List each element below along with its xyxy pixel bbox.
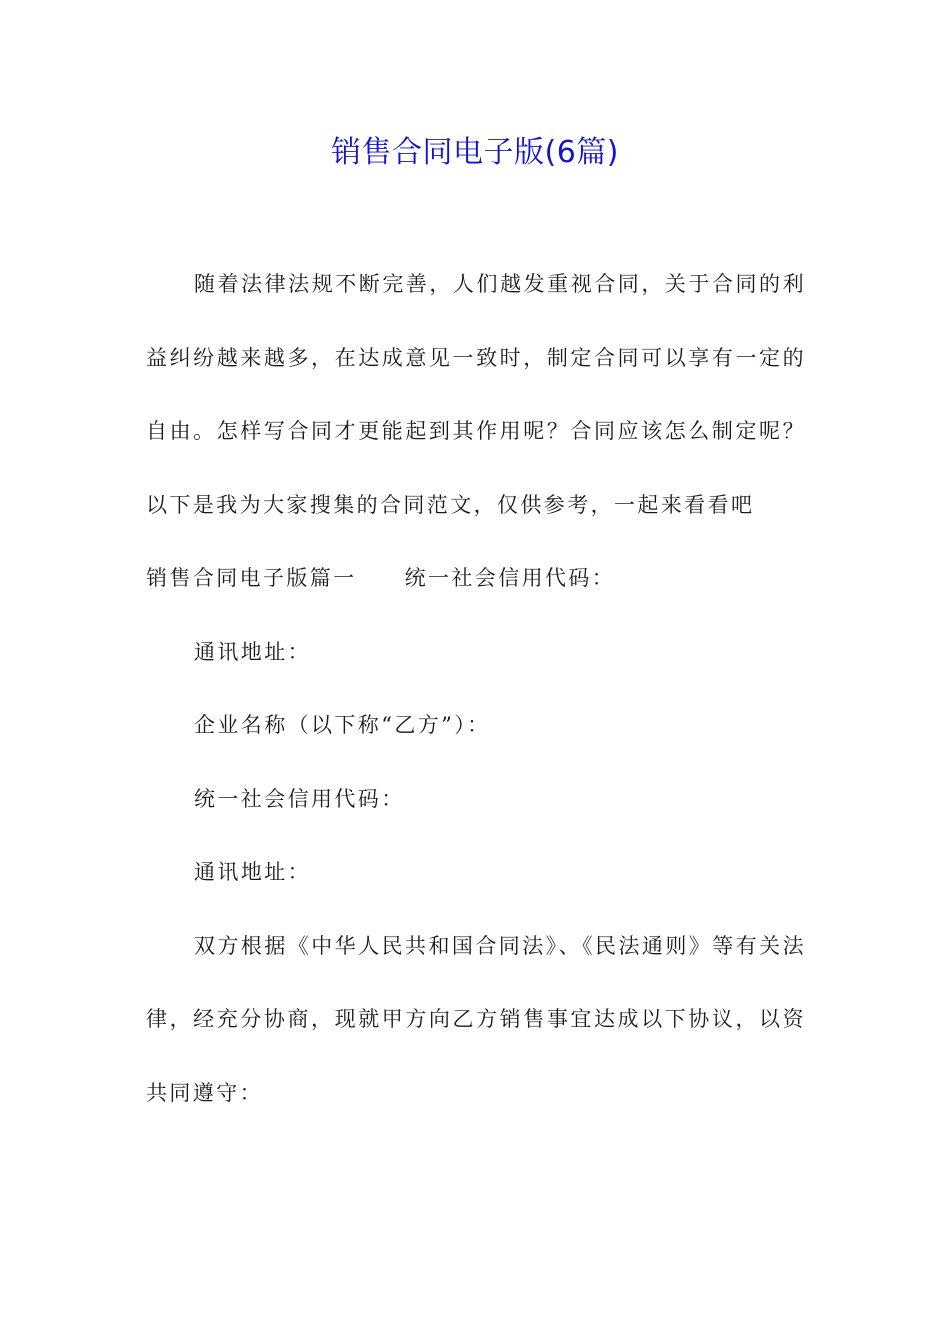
- field-credit-code-b: 统一社会信用代码：: [194, 786, 405, 811]
- document-body: [146, 248, 806, 1130]
- section-heading: 销售合同电子版篇一: [146, 566, 357, 590]
- section-heading-line: [146, 542, 806, 616]
- field-company-name-b: 企业名称（以下称“乙方”）：: [194, 713, 491, 737]
- agreement-paragraph: 双方根据《中华人民共和国合同法》、《民法通则》等有关法律，经充分协商，现就甲方向乙方销售事宜达成以下协议，以资共同遵守：: [146, 933, 806, 1105]
- field-address-2: 通讯地址：: [194, 860, 311, 884]
- field-address-1: 通讯地址：: [194, 639, 311, 664]
- intro-paragraph: 随着法律法规不断完善，人们越发重视合同，关于合同的利益纠纷越来越多，在达成意见一致时，制定合同可以享有一定的自由。怎样写合同才更能起到其作用呢？合同应该怎么制定呢？以下是我为大家搜集的合同范文，仅供参考，一起来看看吧: [146, 272, 806, 517]
- document-title: 销售合同电子版(6篇): [331, 135, 619, 170]
- heading-field-label: 统一社会信用代码：: [404, 566, 616, 590]
